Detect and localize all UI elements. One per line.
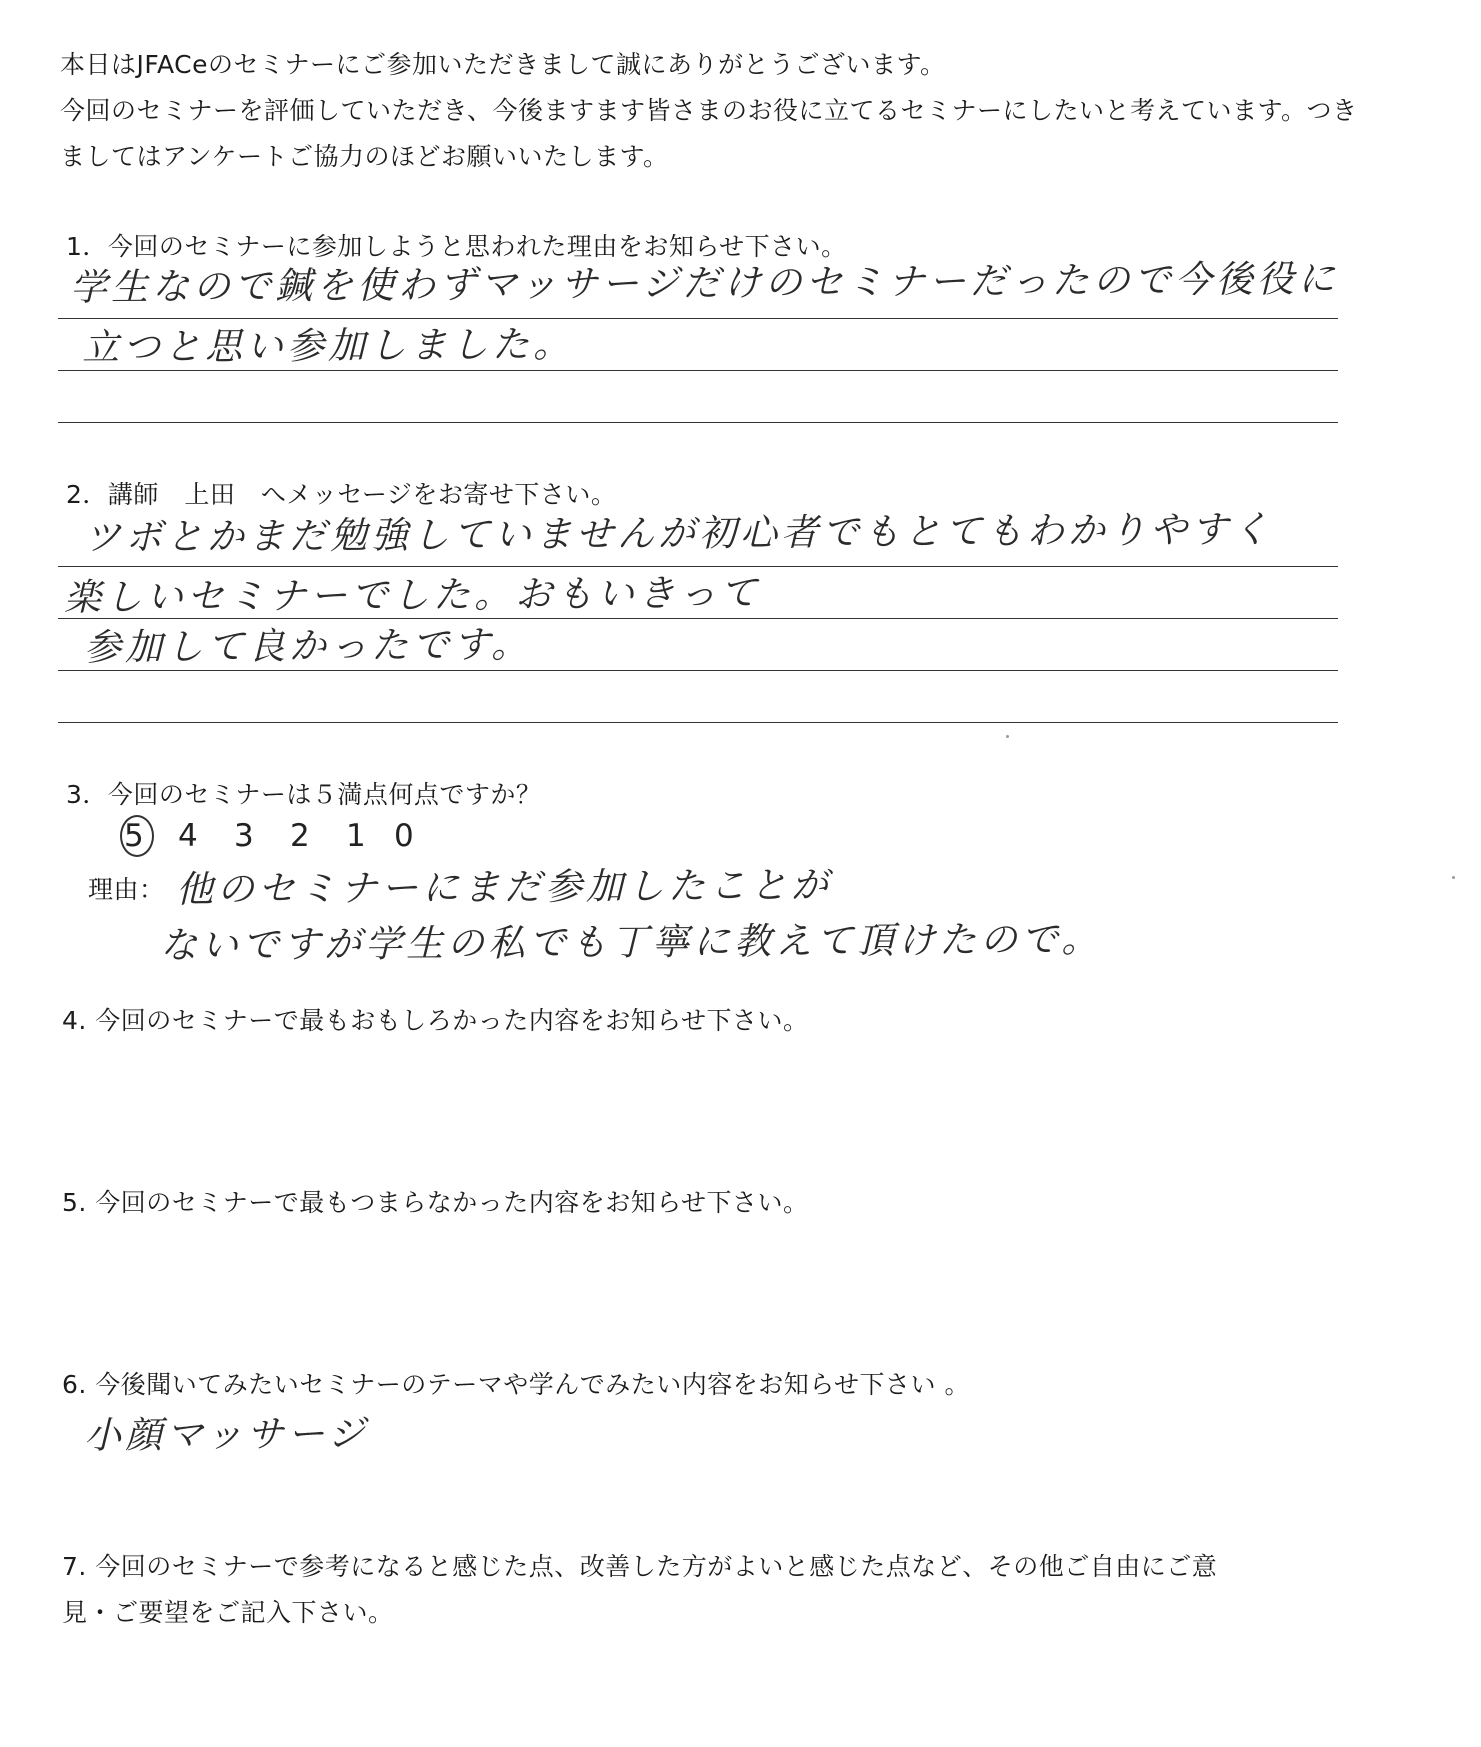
answer-2-line-3: 参加して良かったです。 — [83, 622, 533, 669]
answer-rule — [58, 722, 1338, 723]
question-4: 4. 今回のセミナーで最もおもしろかった内容をお知らせ下さい。 — [62, 1006, 809, 1035]
selected-score-circle — [120, 815, 154, 857]
answer-1-line-2: 立つと思い参加しました。 — [81, 322, 575, 369]
reason-line-2: ないですが学生の私でも丁寧に教えて頂けたので。 — [159, 917, 1103, 967]
score-option-5: 5 — [124, 818, 144, 854]
question-6: 6. 今後聞いてみたいセミナーのテーマや学んでみたい内容をお知らせ下さい 。 — [62, 1370, 970, 1399]
question-2: 2．講師 上田 へメッセージをお寄せ下さい。 — [66, 480, 617, 509]
score-option-1: 1 — [346, 818, 366, 854]
answer-1-line-1: 学生なので鍼を使わずマッサージだけのセミナーだったので今後役に — [69, 257, 1339, 309]
score-option-4: 4 — [178, 818, 198, 854]
answer-rule — [58, 318, 1338, 319]
score-option-0: 0 — [394, 818, 414, 854]
answer-2-line-1: ツボとかまだ勉強していませんが初心者でもとてもわかりやすく — [83, 507, 1274, 559]
answer-rule — [58, 618, 1338, 619]
answer-6-line-1: 小顔マッサージ — [83, 1412, 369, 1457]
reason-line-1: 他のセミナーにまだ参加したことが — [175, 863, 833, 911]
intro-line-1: 本日はJFACeのセミナーにご参加いただきまして誠にありがとうございます。 — [60, 50, 946, 79]
intro-line-3: ましてはアンケートご協力のほどお願いいたします。 — [60, 142, 669, 171]
answer-rule — [58, 670, 1338, 671]
scan-speck — [1452, 876, 1455, 879]
question-5: 5. 今回のセミナーで最もつまらなかった内容をお知らせ下さい。 — [62, 1188, 809, 1217]
answer-rule — [58, 566, 1338, 567]
answer-2-line-2: 楽しいセミナーでした。おもいきって — [63, 571, 762, 619]
answer-rule — [58, 422, 1338, 423]
question-7-line-1: 7. 今回のセミナーで参考になると感じた点、改善した方がよいと感じた点など、その他ご自由にご意 — [62, 1552, 1218, 1581]
question-7-line-2: 見・ご要望をご記入下さい。 — [62, 1598, 394, 1627]
score-option-2: 2 — [290, 818, 310, 854]
scan-speck — [1006, 735, 1009, 738]
question-1: 1．今回のセミナーに参加しようと思われた理由をお知らせ下さい。 — [66, 232, 847, 261]
question-3: 3．今回のセミナーは５満点何点ですか？ — [66, 780, 542, 809]
reason-label: 理由： — [88, 875, 165, 904]
intro-line-2: 今回のセミナーを評価していただき、今後ますます皆さまのお役に立てるセミナーにしたいと考えています。つき — [60, 96, 1358, 125]
score-option-3: 3 — [234, 818, 254, 854]
answer-rule — [58, 370, 1338, 371]
